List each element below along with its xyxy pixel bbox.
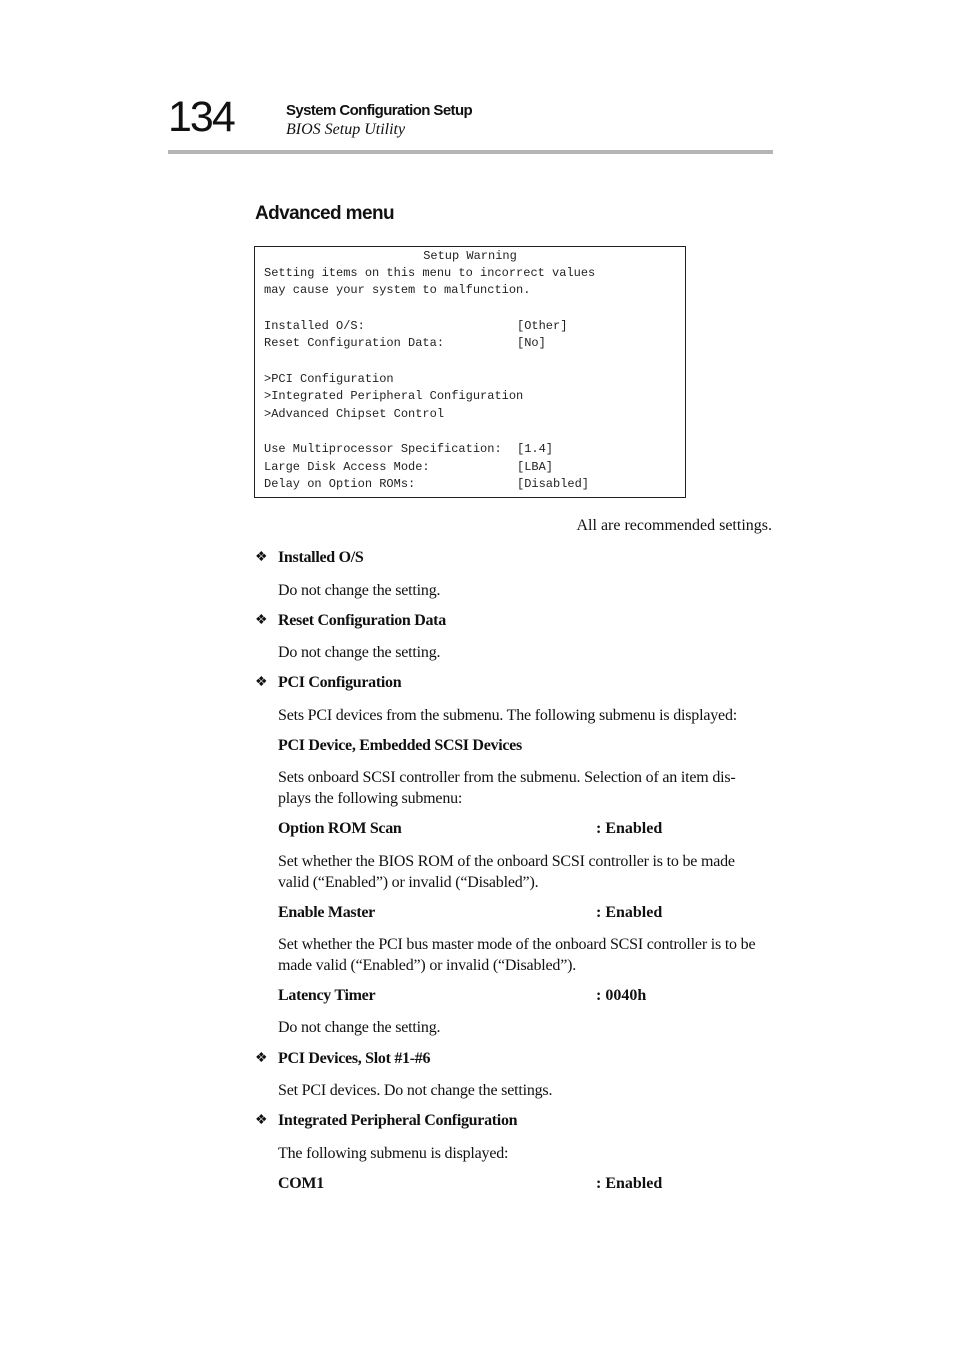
- bullet-icon: ❖: [255, 613, 268, 628]
- setting-value-latency-timer: : 0040h: [596, 987, 647, 1004]
- setting-desc-enable-master: Set whether the PCI bus master mode of the onboard SCSI controller is to be made valid (“Enabled”) or invalid (“Disabled”).: [278, 936, 756, 974]
- item-title-installed-os: Installed O/S: [278, 549, 364, 566]
- bios-installed-os-value[interactable]: [Other]: [517, 319, 568, 333]
- subitem-title-pci-device: PCI Device, Embedded SCSI Devices: [278, 737, 522, 754]
- setting-desc-option-rom: Set whether the BIOS ROM of the onboard SCSI controller is to be made valid (“Enabled”) or invalid (“Disabled”).: [278, 853, 735, 891]
- item-desc-integrated-peripheral: The following submenu is displayed:: [278, 1145, 509, 1162]
- bullet-icon: ❖: [255, 550, 268, 565]
- section-title: BIOS Setup Utility: [286, 121, 406, 138]
- bios-multiprocessor-value[interactable]: [1.4]: [517, 442, 554, 456]
- bullet-icon: ❖: [255, 1113, 268, 1128]
- setting-value-enable-master: : Enabled: [596, 904, 663, 921]
- setting-value-option-rom: : Enabled: [596, 820, 663, 837]
- setting-label-com1: COM1: [278, 1175, 324, 1192]
- subitem-desc-pci-device: Sets onboard SCSI controller from the submenu. Selection of an item dis-plays the following submenu:: [278, 769, 736, 807]
- recommended-note: All are recommended settings.: [576, 517, 772, 534]
- bios-installed-os-label: Installed O/S:: [264, 319, 365, 333]
- page-number: 134: [168, 93, 234, 141]
- setting-value-com1: : Enabled: [596, 1175, 663, 1192]
- header-rule: [168, 150, 773, 154]
- bios-reset-config-value[interactable]: [No]: [517, 336, 546, 350]
- item-desc-pci-config: Sets PCI devices from the submenu. The following submenu is displayed:: [278, 707, 737, 724]
- bullet-icon: ❖: [255, 675, 268, 690]
- item-title-pci-config: PCI Configuration: [278, 674, 402, 691]
- item-title-reset-config: Reset Configuration Data: [278, 612, 446, 629]
- bios-multiprocessor-label: Use Multiprocessor Specification:: [264, 442, 502, 456]
- bios-warning-line: Setting items on this menu to incorrect values: [264, 266, 596, 280]
- bios-submenu-chipset[interactable]: >Advanced Chipset Control: [264, 407, 445, 421]
- setting-label-option-rom: Option ROM Scan: [278, 820, 402, 837]
- item-desc-installed-os: Do not change the setting.: [278, 582, 441, 599]
- bullet-icon: ❖: [255, 1051, 268, 1066]
- setting-label-latency-timer: Latency Timer: [278, 987, 376, 1004]
- bios-submenu-integrated[interactable]: >Integrated Peripheral Configuration: [264, 389, 524, 403]
- bios-screen: [254, 246, 686, 498]
- setting-label-enable-master: Enable Master: [278, 904, 375, 921]
- bios-delay-option-value[interactable]: [Disabled]: [517, 477, 590, 491]
- bios-reset-config-label: Reset Configuration Data:: [264, 336, 445, 350]
- item-title-pci-slots: PCI Devices, Slot #1-#6: [278, 1050, 431, 1067]
- page-heading: Advanced menu: [255, 203, 394, 224]
- item-desc-reset-config: Do not change the setting.: [278, 644, 441, 661]
- bios-warning-line: may cause your system to malfunction.: [264, 283, 531, 297]
- bios-large-disk-label: Large Disk Access Mode:: [264, 460, 430, 474]
- item-title-integrated-peripheral: Integrated Peripheral Configuration: [278, 1112, 518, 1129]
- bios-warning-title: Setup Warning: [423, 249, 517, 263]
- bios-submenu-pci[interactable]: >PCI Configuration: [264, 372, 394, 386]
- item-desc-pci-slots: Set PCI devices. Do not change the settings.: [278, 1082, 553, 1099]
- chapter-title: System Configuration Setup: [286, 102, 473, 119]
- bios-large-disk-value[interactable]: [LBA]: [517, 460, 554, 474]
- setting-desc-latency-timer: Do not change the setting.: [278, 1019, 441, 1036]
- bios-delay-option-label: Delay on Option ROMs:: [264, 477, 416, 491]
